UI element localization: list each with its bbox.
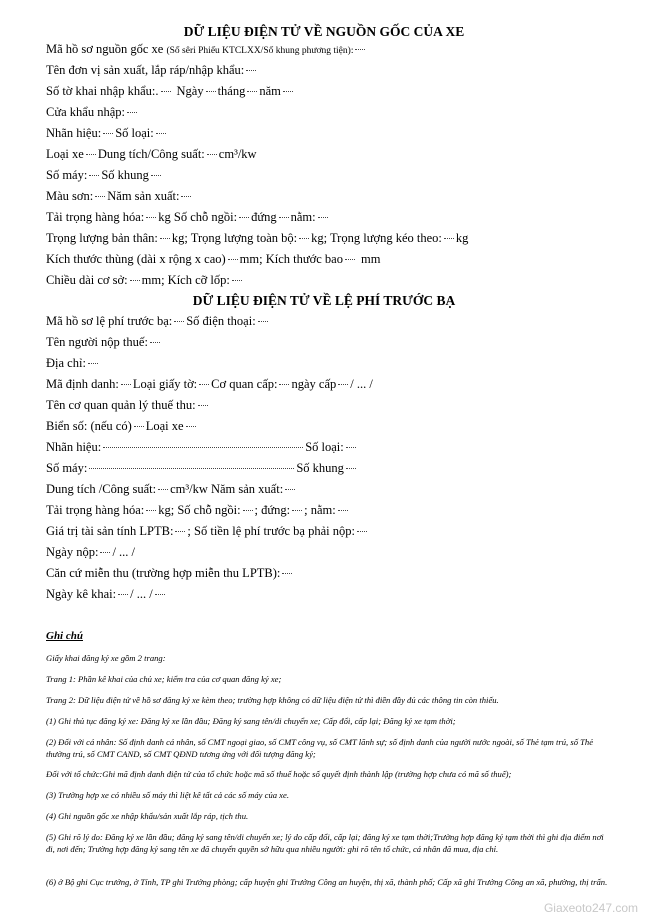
- blank[interactable]: [146, 510, 156, 511]
- section2-title: DỮ LIỆU ĐIỆN TỬ VỀ LỆ PHÍ TRƯỚC BẠ: [192, 293, 456, 308]
- blank[interactable]: [181, 196, 191, 197]
- label: Cửa khẩu nhập:: [46, 105, 125, 119]
- label: mm: [360, 252, 381, 266]
- blank[interactable]: [292, 510, 302, 511]
- label: Ngày kê khai:: [46, 587, 117, 601]
- blank[interactable]: [279, 217, 289, 218]
- label: nằm:: [290, 210, 316, 224]
- label: Số khung: [296, 461, 344, 475]
- field-gia-tri[interactable]: [46, 524, 578, 542]
- label: Số máy:: [46, 168, 88, 182]
- blank[interactable]: [121, 384, 131, 385]
- note-item: (4) Ghi nguồn gốc xe nhập khẩu/sản xuất lắp ráp, tịch thu.: [46, 811, 249, 821]
- label: Tải trọng hàng hóa:: [46, 503, 145, 517]
- field-co-quan-thue[interactable]: [46, 398, 578, 416]
- label: Số loại:: [305, 440, 344, 454]
- label: Màu sơn:: [46, 189, 94, 203]
- label: ; nằm:: [304, 503, 336, 517]
- label: kg; Trọng lượng toàn bộ:: [171, 231, 298, 245]
- label: cm³/kw Năm sản xuất:: [170, 482, 284, 496]
- label: Tên cơ quan quản lý thuế thu:: [46, 398, 196, 412]
- field-nhan-hieu-2[interactable]: [46, 440, 578, 458]
- watermark: Giaxeoto247.com: [543, 901, 638, 915]
- label: kg Số chỗ ngồi:: [158, 210, 238, 224]
- label: Kích thước thùng (dài x rộng x cao): [46, 252, 226, 266]
- blank[interactable]: [118, 594, 128, 595]
- label: Dung tích/Công suất:: [97, 147, 205, 161]
- blank[interactable]: [95, 196, 105, 197]
- field-cua-khau[interactable]: [46, 105, 578, 123]
- blank[interactable]: [86, 154, 96, 155]
- label: Căn cứ miễn thu (trường hợp miễn thu LPTB):: [46, 566, 281, 580]
- label: Số loại:: [115, 126, 154, 140]
- field-so-may-2[interactable]: [46, 461, 578, 479]
- blank[interactable]: [100, 552, 110, 553]
- note-item: Trang 1: Phần kê khai của chủ xe; kiểm tra của cơ quan đăng ký xe;: [46, 674, 282, 684]
- label: Ngày: [176, 84, 204, 98]
- blank[interactable]: [161, 91, 171, 92]
- label: Số máy:: [46, 461, 88, 475]
- date-blank[interactable]: / ... /: [130, 587, 153, 601]
- blank[interactable]: [285, 489, 295, 490]
- blank[interactable]: [146, 217, 156, 218]
- blank[interactable]: [158, 489, 168, 490]
- date-blank[interactable]: / ... /: [112, 545, 136, 559]
- blank[interactable]: [444, 238, 454, 239]
- blank[interactable]: [160, 238, 170, 239]
- blank[interactable]: [318, 217, 328, 218]
- date-blank[interactable]: / ... /: [350, 377, 373, 391]
- field-chieu-dai[interactable]: [46, 273, 578, 291]
- blank[interactable]: [103, 133, 113, 134]
- blank[interactable]: [345, 259, 355, 260]
- blank[interactable]: [89, 175, 99, 176]
- label: Số điện thoại:: [186, 314, 256, 328]
- blank[interactable]: [357, 531, 367, 532]
- label: Nhãn hiệu:: [46, 440, 102, 454]
- field-ma-ho-so-lptb[interactable]: [46, 314, 578, 332]
- label: Nhãn hiệu:: [46, 126, 102, 140]
- blank[interactable]: [156, 133, 166, 134]
- label: đứng: [251, 210, 277, 224]
- label: Tải trọng hàng hóa:: [46, 210, 145, 224]
- blank[interactable]: [155, 594, 165, 595]
- field-nhan-hieu[interactable]: [46, 126, 578, 144]
- blank[interactable]: [228, 259, 238, 260]
- field-tai-trong-2[interactable]: [46, 503, 578, 521]
- note-item: (3) Trường hợp xe có nhiều số máy thì liệt kê tất cả các số máy của xe.: [46, 790, 289, 800]
- label: mm; Kích cỡ lốp:: [141, 273, 230, 287]
- blank[interactable]: [134, 426, 144, 427]
- blank[interactable]: [175, 531, 185, 532]
- label: Chiều dài cơ sở:: [46, 273, 128, 287]
- blank[interactable]: [150, 342, 160, 343]
- field-ma-dinh-danh[interactable]: [46, 377, 578, 395]
- blank[interactable]: [338, 510, 348, 511]
- label: kg; Trọng lượng kéo theo:: [311, 231, 442, 245]
- note-item: Giấy khai đăng ký xe gồm 2 trang:: [46, 653, 166, 663]
- label: Dung tích /Công suất:: [46, 482, 157, 496]
- label: Số tờ khai nhập khẩu:.: [46, 84, 159, 98]
- label: Địa chỉ:: [46, 356, 86, 370]
- label: Trọng lượng bản thân:: [46, 231, 158, 245]
- label: Loại xe: [145, 419, 184, 433]
- field-dung-tich-2[interactable]: [46, 482, 578, 500]
- field-mau-son[interactable]: [46, 189, 578, 207]
- label: Biển số: (nếu có): [46, 419, 132, 433]
- label: Số khung: [101, 168, 149, 182]
- notes-heading: Ghi chú: [46, 630, 83, 642]
- field-loai-xe[interactable]: [46, 147, 578, 165]
- field-ten-don-vi[interactable]: [46, 63, 578, 81]
- blank[interactable]: [355, 49, 365, 50]
- field-ten-nguoi-nop[interactable]: [46, 335, 578, 353]
- label: Tên người nộp thuế:: [46, 335, 148, 349]
- blank[interactable]: [346, 468, 356, 469]
- label: ; đứng:: [254, 503, 291, 517]
- field-kich-thuoc[interactable]: [46, 252, 578, 270]
- blank[interactable]: [232, 280, 242, 281]
- blank[interactable]: [243, 510, 253, 511]
- note-item: Đối với tổ chức:Ghi mã định danh điện tử của tổ chức hoặc mã số thuế hoặc số quyết định thành lập (trường hợp chưa có mã số thuế);: [46, 769, 512, 779]
- field-tai-trong[interactable]: [46, 210, 578, 228]
- label-note: (Số sêri Phiếu KTCLXX/Số khung phương tiện):: [166, 46, 354, 56]
- label: Loại giấy tờ:: [132, 377, 198, 391]
- blank[interactable]: [88, 363, 98, 364]
- field-ngay-nop[interactable]: [46, 545, 578, 563]
- note-item: (1) Ghi thủ tục đăng ký xe: Đăng ký xe lần đầu; Đăng ký sang tên/di chuyển xe; Cấp đổi, cấp lại; Đăng ký xe tạm thời;: [46, 716, 456, 726]
- blank[interactable]: [198, 405, 208, 406]
- blank[interactable]: [89, 468, 294, 469]
- field-can-cu-mien-thu[interactable]: [46, 566, 578, 584]
- label: Mã hồ sơ lệ phí trước bạ:: [46, 314, 173, 328]
- field-so-to-khai[interactable]: [46, 84, 578, 102]
- label: kg: [455, 231, 469, 245]
- blank[interactable]: [282, 573, 292, 574]
- label: Tên đơn vị sản xuất, lắp ráp/nhập khẩu:: [46, 63, 245, 77]
- label: Năm sản xuất:: [107, 189, 180, 203]
- blank[interactable]: [103, 447, 303, 448]
- label: Giá trị tài sản tính LPTB:: [46, 524, 174, 538]
- note-item: Trang 2: Dữ liệu điện tử về hồ sơ đăng ký xe kèm theo; trường hợp không có dữ liệu điện tử thì điền đầy đủ các thông tin còn thiếu.: [46, 695, 499, 705]
- label: Mã định danh:: [46, 377, 119, 391]
- label: Ngày nộp:: [46, 545, 99, 559]
- blank[interactable]: [346, 447, 356, 448]
- blank[interactable]: [279, 384, 289, 385]
- label: mm; Kích thước bao: [239, 252, 343, 266]
- label: ngày cấp: [291, 377, 337, 391]
- field-dia-chi[interactable]: [46, 356, 578, 374]
- note-item: (5) Ghi rõ lý do: Đăng ký xe lần đầu; đăng ký sang tên/di chuyển xe; lý do cấp đổi, cấp lại; đăng ký xe tạm thời;Trường hợp đăng ký tạm thời thì ghi địa điểm nơi đi, nơi đến; Trường hợp đăng ký sang tên xe đã chuyển quyền sở hữu qua nhiều người: ghi rõ tên tổ chức, cá nhân đã mua, địa chỉ.: [46, 832, 604, 854]
- label: tháng: [217, 84, 246, 98]
- label: Mã hồ sơ nguồn gốc xe: [46, 42, 164, 56]
- blank[interactable]: [199, 384, 209, 385]
- blank[interactable]: [247, 91, 257, 92]
- blank[interactable]: [206, 91, 216, 92]
- blank[interactable]: [151, 175, 161, 176]
- blank[interactable]: [338, 384, 348, 385]
- blank[interactable]: [186, 426, 196, 427]
- label: cm³/kw: [218, 147, 257, 161]
- blank[interactable]: [127, 112, 137, 113]
- field-ngay-ke-khai[interactable]: [46, 587, 578, 605]
- label: Cơ quan cấp:: [211, 377, 278, 391]
- section1-title: DỮ LIỆU ĐIỆN TỬ VỀ NGUỒN GỐC CỦA XE: [183, 24, 465, 39]
- note-item: (6) ở Bộ ghi Cục trưởng, ở Tỉnh, TP ghi Trưởng phòng; cấp huyện ghi Trưởng Công an huyện, thị xã, thành phố; Cấp xã ghi Trưởng Công an xã, phường, thị trấn.: [46, 877, 608, 887]
- note-item: (2) Đối với cá nhân: Số định danh cá nhân, số CMT ngoại giao, số CMT công vụ, số CMT lãnh sự; số định danh của người nước ngoài, số Thẻ tạm trú, số Thẻ thường trú, số CMT CAND, số CMT QĐND tương ứng với đối tượng đăng ký;: [46, 737, 594, 759]
- label: Loại xe: [46, 147, 84, 161]
- label: năm: [259, 84, 281, 98]
- blank[interactable]: [299, 238, 309, 239]
- blank[interactable]: [258, 321, 268, 322]
- field-ma-ho-so-nguon-goc[interactable]: [46, 42, 578, 60]
- blank[interactable]: [283, 91, 293, 92]
- blank[interactable]: [130, 280, 140, 281]
- field-so-may[interactable]: [46, 168, 578, 186]
- label: ; Số tiền lệ phí trước bạ phải nộp:: [187, 524, 355, 538]
- label: kg; Số chỗ ngồi:: [158, 503, 241, 517]
- blank[interactable]: [207, 154, 217, 155]
- blank[interactable]: [239, 217, 249, 218]
- field-bien-so[interactable]: [46, 419, 578, 437]
- blank[interactable]: [174, 321, 184, 322]
- blank[interactable]: [246, 70, 256, 71]
- field-trong-luong[interactable]: [46, 231, 578, 249]
